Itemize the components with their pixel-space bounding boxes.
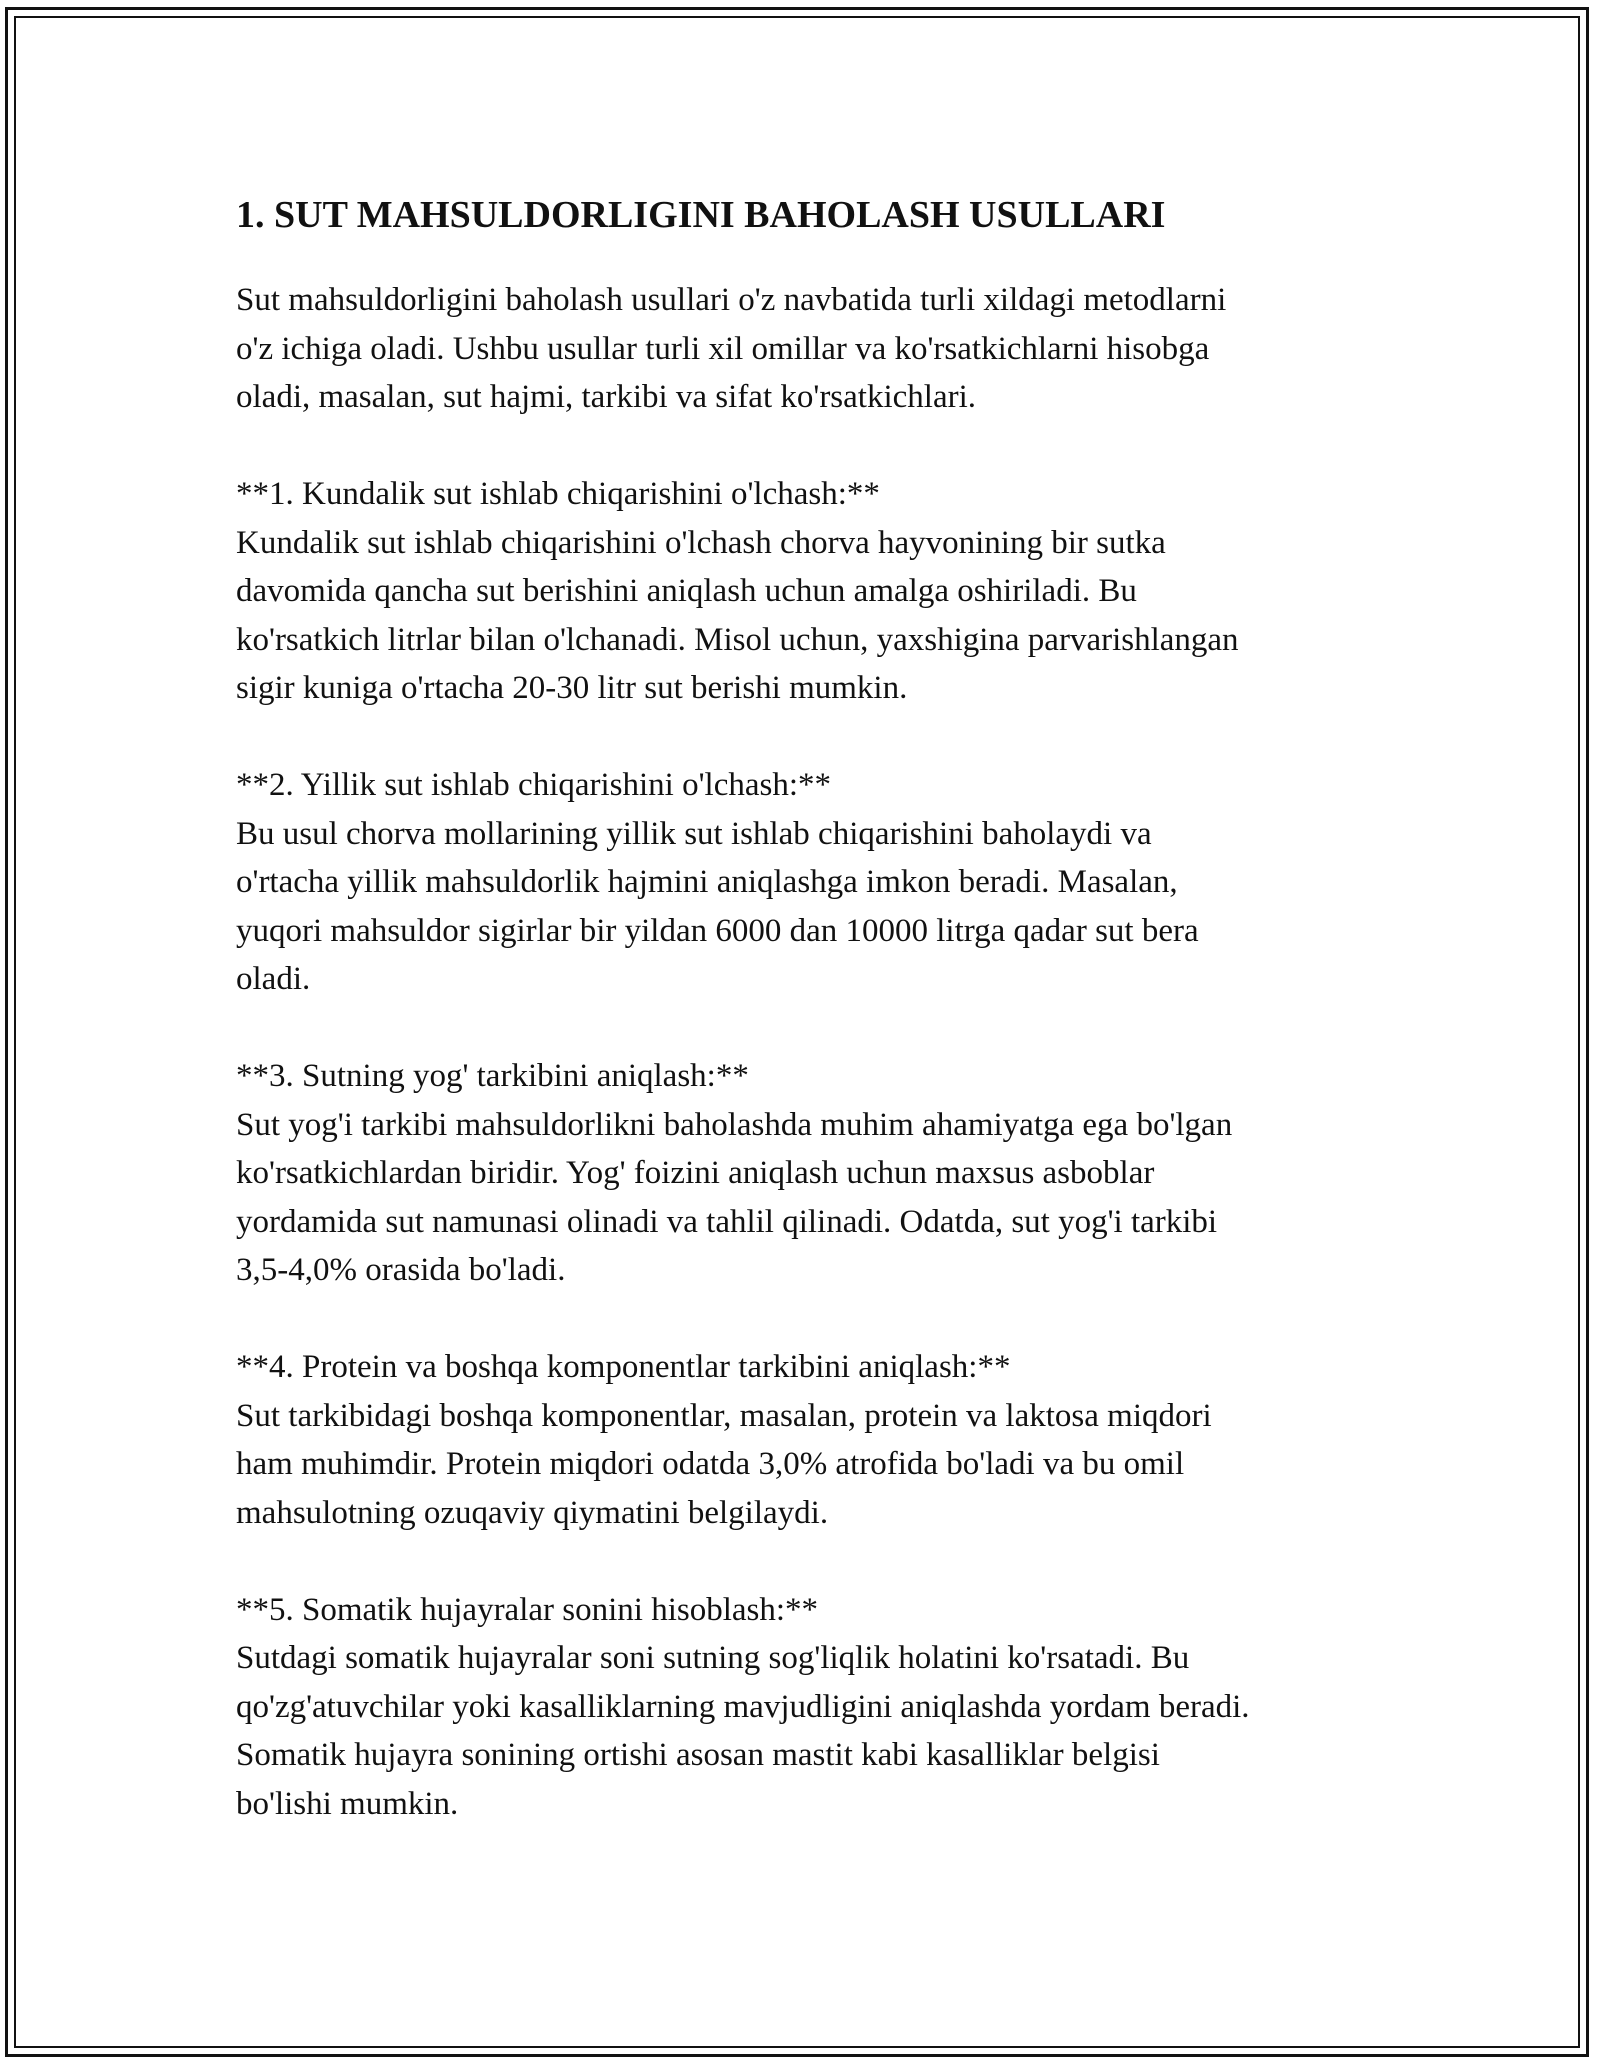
section-line: oladi. bbox=[236, 961, 311, 997]
section-line: yuqori mahsuldor sigirlar bir yildan 6000 dan 10000 litrga qadar sut bera bbox=[236, 912, 1199, 949]
section-line: davomida qancha sut berishini aniqlash uchun amalga oshiriladi. Bu bbox=[236, 573, 1137, 609]
section-line: Sut yog'i tarkibi mahsuldorlikni baholashda muhim ahamiyatga ega bo'lgan bbox=[236, 1106, 1233, 1143]
section-line: Sutdagi somatik hujayralar soni sutning sog'liqlik holatini ko'rsatadi. Bu bbox=[236, 1640, 1190, 1676]
section-line: o'rtacha yillik mahsuldorlik hajmini aniqlashga imkon beradi. Masalan, bbox=[236, 864, 1178, 900]
paragraph-gap bbox=[236, 1537, 1366, 1586]
section-line: ko'rsatkich litrlar bilan o'lchanadi. Misol uchun, yaxshigina parvarishlangan bbox=[236, 621, 1239, 658]
paragraph-gap bbox=[236, 1004, 1366, 1053]
section-line: sigir kuniga o'rtacha 20-30 litr sut berishi mumkin. bbox=[236, 670, 908, 706]
section-heading: **3. Sutning yog' tarkibini aniqlash:** bbox=[236, 1058, 749, 1094]
paragraph-gap bbox=[236, 422, 1366, 471]
section-1 bbox=[236, 470, 1366, 761]
section-line: yordamida sut namunasi olinadi va tahlil qilinadi. Odatda, sut yog'i tarkibi bbox=[236, 1203, 1218, 1240]
section-line: Kundalik sut ishlab chiqarishini o'lchash chorva hayvonining bir sutka bbox=[236, 524, 1166, 561]
section-line: 3,5-4,0% orasida bo'ladi. bbox=[236, 1252, 566, 1288]
intro-line: oladi, masalan, sut hajmi, tarkibi va sifat ko'rsatkichlari. bbox=[236, 379, 977, 415]
section-5 bbox=[236, 1586, 1366, 1829]
section-line: ko'rsatkichlardan biridir. Yog' foizini aniqlash uchun maxsus asboblar bbox=[236, 1155, 1155, 1191]
intro-line: o'z ichiga oladi. Ushbu usullar turli xil omillar va ko'rsatkichlarni hisobga bbox=[236, 330, 1210, 367]
paragraph-gap bbox=[236, 1295, 1366, 1344]
section-heading: **2. Yillik sut ishlab chiqarishini o'lchash:** bbox=[236, 767, 832, 803]
section-line: mahsulotning ozuqaviy qiymatini belgilaydi. bbox=[236, 1494, 829, 1531]
document-body bbox=[236, 180, 1366, 1828]
intro-paragraph bbox=[236, 276, 1366, 470]
section-heading: **1. Kundalik sut ishlab chiqarishini o'lchash:** bbox=[236, 476, 880, 512]
section-heading: **4. Protein va boshqa komponentlar tarkibini aniqlash:** bbox=[236, 1349, 1011, 1385]
section-3 bbox=[236, 1052, 1366, 1343]
section-2 bbox=[236, 761, 1366, 1052]
section-line: Sut tarkibidagi boshqa komponentlar, masalan, protein va laktosa miqdori bbox=[236, 1397, 1212, 1434]
section-line: ham muhimdir. Protein miqdori odatda 3,0% atrofida bo'ladi va bu omil bbox=[236, 1446, 1185, 1482]
document-title: 1. SUT MAHSULDORLIGINI BAHOLASH USULLARI bbox=[236, 194, 1166, 236]
section-4 bbox=[236, 1343, 1366, 1586]
section-line: Somatik hujayra sonining ortishi asosan mastit kabi kasalliklar belgisi bbox=[236, 1737, 1160, 1773]
section-line: bo'lishi mumkin. bbox=[236, 1785, 459, 1822]
paragraph-gap bbox=[236, 713, 1366, 762]
intro-line: Sut mahsuldorligini baholash usullari o'z navbatida turli xildagi metodlarni bbox=[236, 282, 1227, 318]
section-line: qo'zg'atuvchilar yoki kasalliklarning mavjudligini aniqlashda yordam beradi. bbox=[236, 1688, 1250, 1725]
section-heading: **5. Somatik hujayralar sonini hisoblash:** bbox=[236, 1591, 819, 1628]
section-line: Bu usul chorva mollarining yillik sut ishlab chiqarishini baholaydi va bbox=[236, 815, 1152, 852]
